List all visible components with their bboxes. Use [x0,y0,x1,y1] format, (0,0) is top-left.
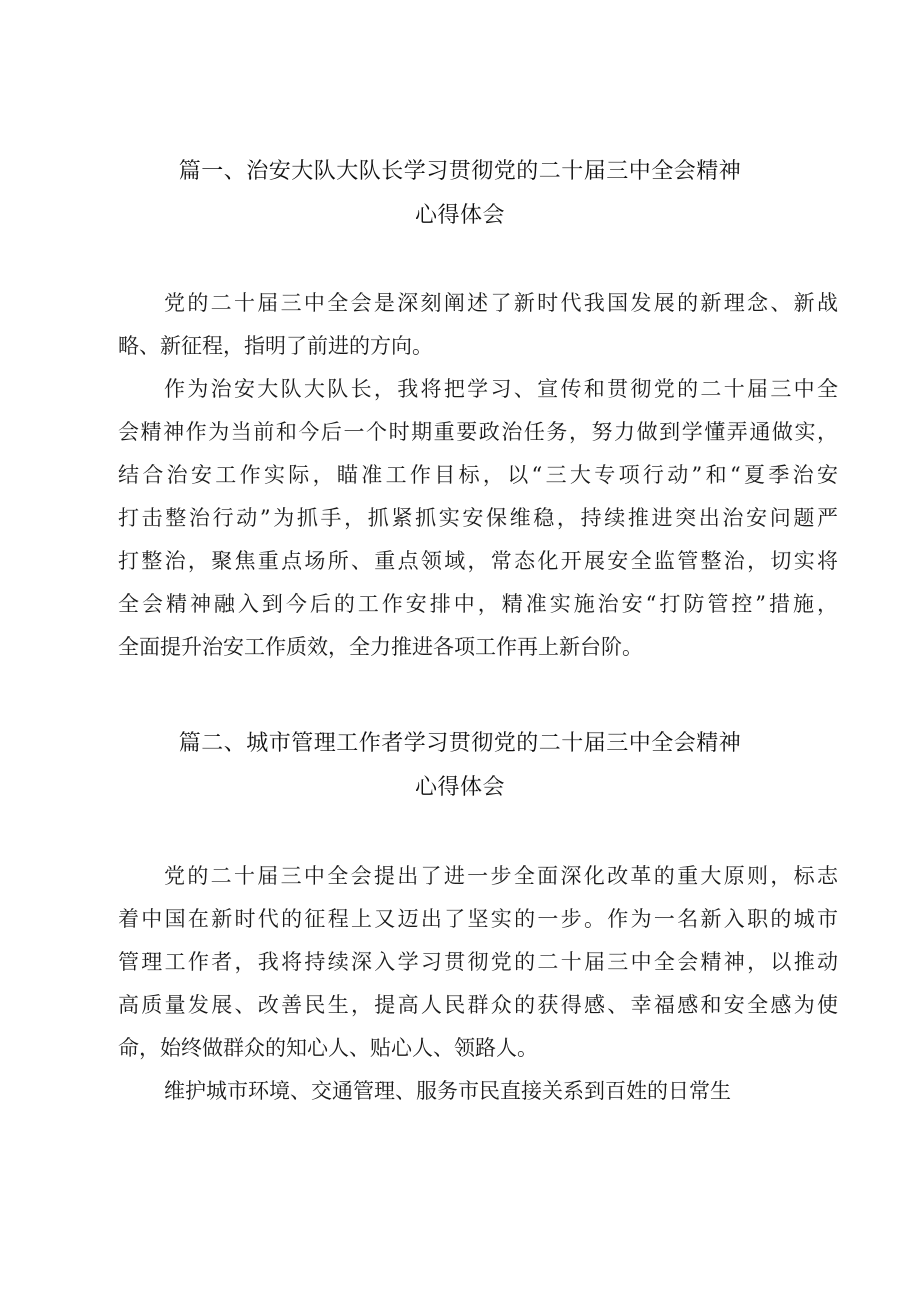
section-2-body [118,855,838,1113]
paragraph [118,1070,838,1113]
text-line: 打整治，聚焦重点场所、重点领域，常态化开展安全监管整治，切实将 [118,549,838,573]
paragraph [118,855,838,1070]
text-line: 结合治安工作实际，瞄准工作目标，以“三大专项行动”和“夏季治安 [118,463,838,487]
title-line: 篇一、治安大队大队长学习贯彻党的二十届三中全会精神 [178,159,742,184]
text-line: 管理工作者，我将持续深入学习贯彻党的二十届三中全会精神，以推动 [118,950,838,974]
text-line: 党的二十届三中全会是深刻阐述了新时代我国发展的新理念、新战 [164,291,838,315]
title-line: 心得体会 [414,203,505,228]
text-line: 打击整治行动”为抓手，抓紧抓实安保维稳，持续推进突出治安问题严 [118,506,838,530]
text-line: 会精神作为当前和今后一个时期重要政治任务，努力做到学懂弄通做实， [118,420,838,444]
text-line: 略、新征程，指明了前进的方向。 [118,334,433,358]
text-line: 全会精神融入到今后的工作安排中，精准实施治安“打防管控”措施， [118,592,838,616]
text-line: 着中国在新时代的征程上又迈出了坚实的一步。作为一名新入职的城市 [118,907,838,931]
text-line: 党的二十届三中全会提出了进一步全面深化改革的重大原则，标志 [164,864,838,888]
text-line: 作为治安大队大队长，我将把学习、宣传和贯彻党的二十届三中全 [164,377,838,401]
text-line: 高质量发展、改善民生，提高人民群众的获得感、幸福感和安全感为使 [118,993,838,1017]
title-line: 篇二、城市管理工作者学习贯彻党的二十届三中全会精神 [178,731,742,756]
text-line: 全面提升治安工作质效，全力推进各项工作再上新台阶。 [118,635,643,659]
section-2-title [0,722,920,810]
paragraph [118,282,838,368]
section-1-body [118,282,838,669]
paragraph [118,368,838,669]
text-line: 命，始终做群众的知心人、贴心人、领路人。 [118,1036,538,1060]
text-line: 维护城市环境、交通管理、服务市民直接关系到百姓的日常生 [164,1079,731,1103]
title-line: 心得体会 [414,775,505,800]
section-1-title [0,150,920,238]
